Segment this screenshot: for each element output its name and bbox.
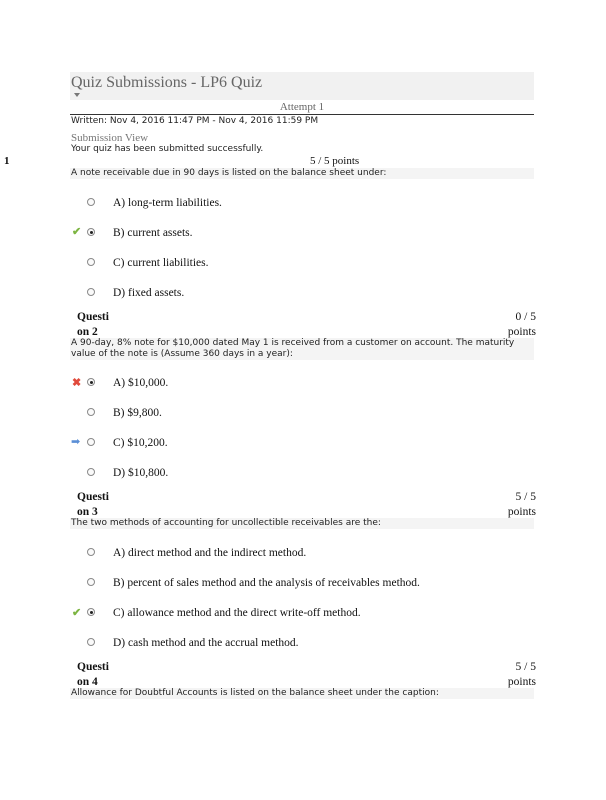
correct-answer-arrow-icon: ➡ — [71, 436, 81, 448]
question-number: Questi on 2 — [77, 311, 109, 338]
question-text: The two methods of accounting for uncollectible receivables are the: — [71, 518, 381, 528]
answer-option: A) direct method and the indirect method. — [113, 547, 307, 559]
answer-radio[interactable] — [87, 198, 95, 206]
answer-radio[interactable] — [87, 638, 95, 646]
answer-radio-selected[interactable] — [87, 378, 95, 386]
correct-check-icon: ✔ — [72, 607, 82, 619]
question-points: 5 / 5 points — [507, 491, 536, 518]
answer-option: B) percent of sales method and the analysis of receivables method. — [113, 577, 420, 589]
incorrect-x-icon: ✖ — [72, 377, 82, 389]
answer-option: C) $10,200. — [113, 437, 168, 449]
answer-option: C) allowance method and the direct write-off method. — [113, 607, 361, 619]
attempt-label: Attempt 1 — [279, 101, 325, 113]
correct-check-icon: ✔ — [72, 226, 82, 238]
answer-radio[interactable] — [87, 408, 95, 416]
answer-option: D) fixed assets. — [113, 287, 185, 299]
answer-option: A) long-term liabilities. — [113, 197, 222, 209]
written-timestamp: Written: Nov 4, 2016 11:47 PM - Nov 4, 2016 11:59 PM — [71, 116, 319, 126]
answer-radio[interactable] — [87, 468, 95, 476]
answer-radio[interactable] — [87, 288, 95, 296]
answer-radio[interactable] — [87, 438, 95, 446]
answer-radio-selected[interactable] — [87, 608, 95, 616]
answer-radio[interactable] — [87, 258, 95, 266]
answer-option: B) current assets. — [113, 227, 193, 239]
question-text: A note receivable due in 90 days is listed on the balance sheet under: — [71, 168, 387, 178]
submitted-message: Your quiz has been submitted successfully. — [71, 144, 264, 154]
answer-option: C) current liabilities. — [113, 257, 209, 269]
question-points: 5 / 5 points — [507, 661, 536, 688]
question-points: 5 / 5 points — [310, 155, 360, 167]
answer-radio-selected[interactable] — [87, 228, 95, 236]
question-number: Questi on 3 — [77, 491, 109, 518]
answer-radio[interactable] — [87, 548, 95, 556]
question-text: A 90-day, 8% note for $10,000 dated May 1 is received from a customer on account. The maturity value of the note is (Assume 360 days in a year): — [71, 338, 515, 359]
answer-option: D) cash method and the accrual method. — [113, 637, 299, 649]
divider — [70, 114, 534, 115]
submission-view-heading: Submission View — [71, 132, 149, 144]
page-title: Quiz Submissions - LP6 Quiz — [71, 74, 263, 91]
question-text: Allowance for Doubtful Accounts is listed on the balance sheet under the caption: — [71, 688, 439, 698]
question-points: 0 / 5 points — [507, 311, 536, 338]
answer-radio[interactable] — [87, 578, 95, 586]
answer-option: D) $10,800. — [113, 467, 169, 479]
caret-down-icon[interactable] — [74, 93, 80, 97]
answer-option: A) $10,000. — [113, 377, 169, 389]
answer-option: B) $9,800. — [113, 407, 162, 419]
question-number: 1 — [4, 155, 10, 167]
question-number: Questi on 4 — [77, 661, 109, 688]
